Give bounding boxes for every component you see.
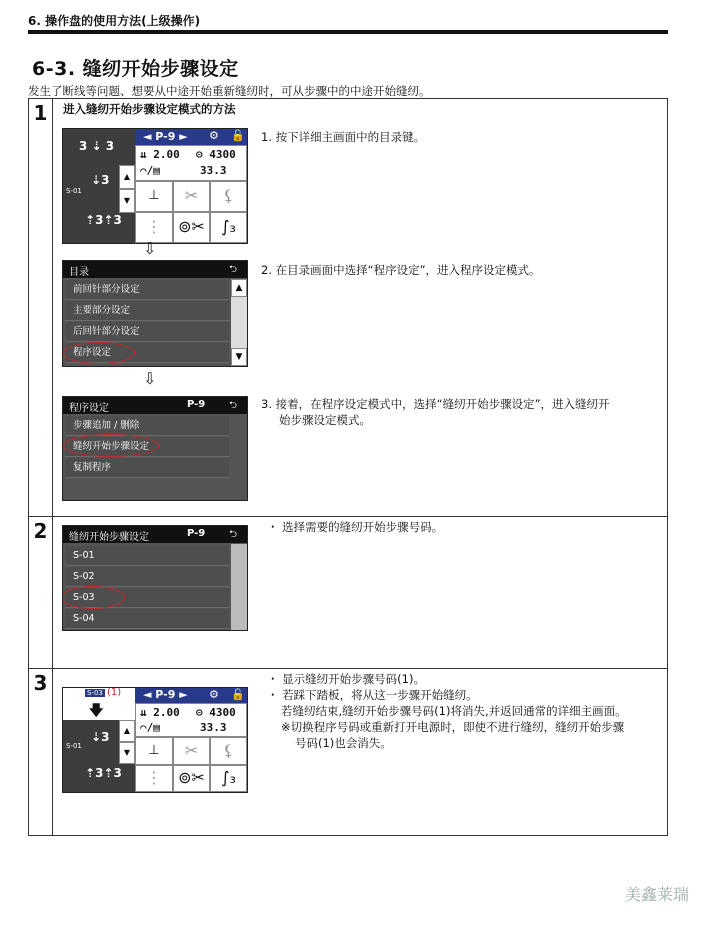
highlight-ellipse — [62, 586, 125, 609]
condensed-icon[interactable]: ⋮ — [135, 765, 173, 792]
pitch-value: ⇊ 2.00 — [140, 706, 180, 719]
start-step-marker-area — [63, 688, 135, 720]
menu-item-start-step-setting[interactable]: 缝纫开始步骤设定 — [65, 437, 229, 457]
step-heading: 进入缝纫开始步骤设定模式的方法 — [63, 102, 236, 116]
stitch-pattern-mid: ⇣3 — [91, 173, 110, 187]
step-up-button[interactable]: ▲ — [119, 165, 135, 189]
scroll-up-icon[interactable]: ▲ — [231, 279, 247, 297]
presser-icon: ⌒/▤ — [140, 721, 160, 734]
wiper-icon[interactable]: ⚸ — [210, 181, 247, 212]
program-number: P-9 — [187, 528, 206, 539]
thread-trim-icon[interactable]: ⊚✂ — [173, 765, 210, 792]
main-detail-screen-with-start — [62, 687, 248, 793]
step3-instr-5: 号码(1)也会消失。 — [295, 736, 392, 750]
arrow-down-icon: ⇩ — [143, 239, 157, 258]
section-intro: 发生了断线等问题、想要从中途开始重新缝纫时，可从步骤中的中途开始缝纫。 — [28, 84, 431, 98]
menu-item-program-setting[interactable]: 程序设定 — [65, 343, 229, 363]
program-setting-header — [63, 397, 247, 414]
presser-value: 33.3 — [200, 721, 227, 734]
stitch-count-icon[interactable]: ∫₃ — [210, 765, 247, 792]
menu-item-main[interactable]: 主要部分设定 — [65, 301, 229, 321]
program-selector[interactable]: ◄ P-9 ► — [143, 130, 188, 143]
speed-value: ⊝ 4300 — [196, 148, 236, 161]
start-step-header — [63, 526, 247, 543]
pitch-value: ⇊ 2.00 — [140, 148, 180, 161]
menu-header — [63, 261, 247, 278]
menu-item-add-delete-step[interactable]: 步骤追加 / 删除 — [65, 416, 229, 436]
stitch-pattern-bottom: ⇡3⇡3 — [85, 766, 122, 780]
program-bar — [135, 129, 247, 145]
step-item-s03[interactable]: S-03 — [65, 588, 229, 608]
start-step-marker: S-03 — [87, 689, 103, 697]
program-bar — [135, 688, 247, 703]
step-number: 2 — [29, 517, 53, 668]
step1-instr-3b: 始步骤设定模式。 — [279, 413, 371, 427]
stitch-pattern-mid: ⇣3 — [91, 730, 110, 744]
presser-value: 33.3 — [200, 164, 227, 177]
menu-title: 目录 — [69, 267, 89, 278]
step-item-s04[interactable]: S-04 — [65, 609, 229, 629]
step-item-s02[interactable]: S-02 — [65, 567, 229, 587]
marker-ref-label: (1) — [107, 687, 122, 698]
trim-icon[interactable]: ✂ — [173, 737, 210, 765]
back-icon[interactable]: ⮌ — [228, 529, 237, 540]
section-title: 6-3. 缝纫开始步骤设定 — [32, 58, 239, 80]
step-label: S-01 — [66, 742, 82, 750]
step-label: S-01 — [66, 187, 82, 195]
step3-instr-4: ※切换程序号码或重新打开电源时，即使不进行缝纫，缝纫开始步骤 — [281, 720, 625, 734]
step-scrollbar[interactable] — [231, 544, 247, 630]
menu-item-rear-backtack[interactable]: 后回针部分设定 — [65, 322, 229, 342]
highlight-ellipse — [63, 434, 159, 457]
bobbin-icon[interactable]: ⚙ — [209, 129, 219, 142]
highlight-ellipse — [63, 342, 135, 364]
back-icon[interactable]: ⮌ — [228, 400, 237, 411]
step-number: 1 — [29, 99, 53, 516]
menu-screen — [62, 260, 248, 367]
arrow-down-icon: 🡇 — [89, 703, 104, 719]
program-setting-screen — [62, 396, 248, 501]
program-selector[interactable]: ◄ P-9 ► — [143, 688, 188, 701]
wiper-icon[interactable]: ⚸ — [210, 737, 247, 765]
lock-icon[interactable]: 🔓 — [231, 129, 245, 142]
step-2-row — [29, 517, 667, 669]
step2-instr: ・ 选择需要的缝纫开始步骤号码。 — [267, 520, 444, 534]
presser-icon: ⌒/▤ — [140, 164, 160, 177]
step1-instr-1: 1. 按下详细主画面中的目录键。 — [261, 130, 426, 144]
stitch-pattern-top: 3 ⇣ 3 — [79, 139, 115, 153]
back-icon[interactable]: ⮌ — [228, 264, 237, 275]
needle-icon[interactable]: ⊥ — [135, 181, 173, 212]
step1-instr-3a: 3. 接着，在程序设定模式中，选择“缝纫开始步骤设定”，进入缝纫开 — [261, 397, 610, 411]
start-step-screen — [62, 525, 248, 631]
step-down-button[interactable]: ▼ — [119, 742, 135, 764]
start-step-title: 缝纫开始步骤设定 — [69, 532, 149, 543]
trim-icon[interactable]: ✂ — [173, 181, 210, 212]
step-number: 3 — [29, 669, 53, 835]
step3-instr-1: ・ 显示缝纫开始步骤号码(1)。 — [267, 672, 425, 686]
step1-instr-2: 2. 在目录画面中选择“程序设定”，进入程序设定模式。 — [261, 263, 541, 277]
bobbin-icon[interactable]: ⚙ — [209, 688, 219, 701]
speed-value: ⊝ 4300 — [196, 706, 236, 719]
step-1-row — [29, 99, 667, 517]
stitch-pattern-bottom: ⇡3⇡3 — [85, 213, 122, 227]
steps-table — [28, 98, 668, 836]
header-rule — [28, 30, 668, 34]
main-detail-screen — [62, 128, 248, 244]
thread-trim-icon[interactable]: ⊚✂ — [173, 212, 210, 243]
scroll-down-icon[interactable]: ▼ — [231, 348, 247, 366]
step-up-button[interactable]: ▲ — [119, 720, 135, 742]
step3-instr-3: 若缝纫结束,缝纫开始步骤号码(1)将消失,并返回通常的详细主画面。 — [281, 704, 627, 718]
condensed-icon[interactable]: ⋮ — [135, 212, 173, 243]
stitch-count-icon[interactable]: ∫₃ — [210, 212, 247, 243]
menu-item-front-backtack[interactable]: 前回针部分设定 — [65, 280, 229, 300]
watermark: 美鑫莱瑞 — [624, 885, 689, 904]
lock-icon[interactable]: 🔓 — [231, 688, 245, 701]
arrow-down-icon: ⇩ — [143, 369, 157, 388]
menu-item-copy-program[interactable]: 复制程序 — [65, 458, 229, 478]
step-down-button[interactable]: ▼ — [119, 189, 135, 213]
program-setting-title: 程序设定 — [69, 403, 109, 414]
chapter-header: 6. 操作盘的使用方法(上级操作) — [28, 14, 201, 28]
step-3-row — [29, 669, 667, 835]
value-panel — [135, 703, 247, 737]
menu-scrollbar[interactable] — [231, 279, 247, 366]
step-item-s01[interactable]: S-01 — [65, 546, 229, 566]
needle-icon[interactable]: ⊥ — [135, 737, 173, 765]
step3-instr-2: ・ 若踩下踏板，将从这一步骤开始缝纫。 — [267, 688, 478, 702]
value-panel — [135, 145, 247, 181]
program-number: P-9 — [187, 399, 206, 410]
